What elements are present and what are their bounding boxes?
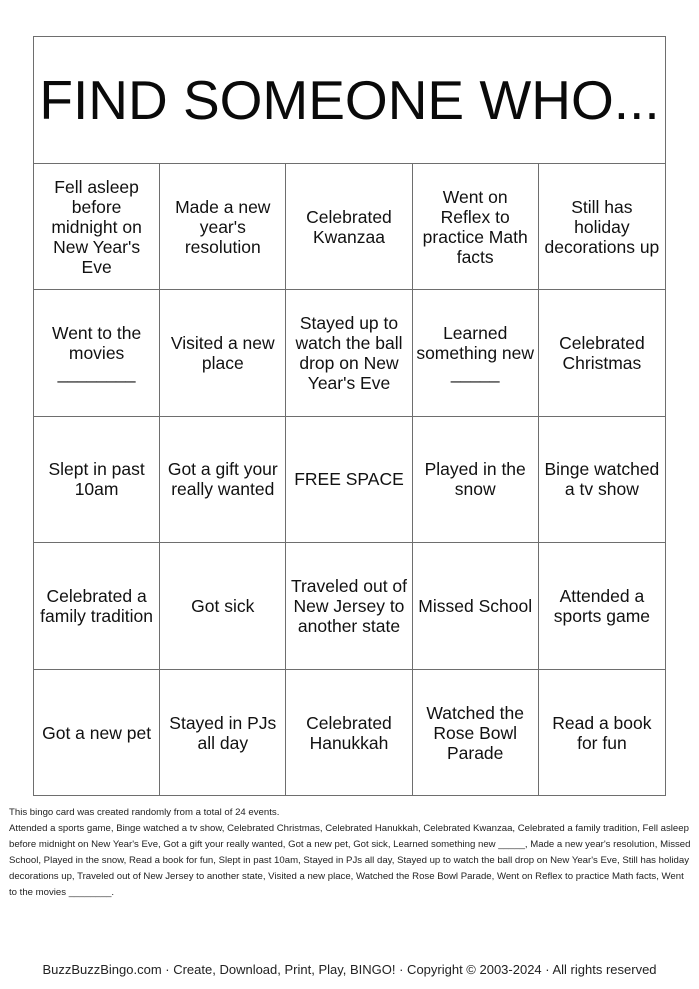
bingo-cell: Got a gift your really wanted xyxy=(160,417,286,543)
free-space-cell: FREE SPACE xyxy=(286,417,412,543)
bingo-cell: Learned something new _____ xyxy=(413,290,539,416)
bingo-cell: Missed School xyxy=(413,543,539,669)
bingo-cell: Fell asleep before midnight on New Year's Eve xyxy=(34,164,160,290)
bingo-cell: Got a new pet xyxy=(34,670,160,796)
events-list: Attended a sports game, Binge watched a tv show, Celebrated Christmas, Celebrated Hanukkah, Celebrated Kwanzaa, Celebrated a family tradition, Fell asleep before midnight on New Year's Eve, Got a gift your really wanted, Got a new pet, Got sick, Learned something new _____, Made a new year's resolution, Missed School, Played in the snow, Read a book for fun, Slept in past 10am, Stayed in PJs all day, Stayed up to watch the ball drop on New Year's Eve, Still has holiday decorations up, Traveled out of New Jersey to another state, Visited a new place, Watched the Rose Bowl Parade, Went on Reflex to practice Math facts, Went to the movies ________. xyxy=(9,823,691,898)
footer-copyright: BuzzBuzzBingo.com · Create, Download, Print, Play, BINGO! · Copyright © 2003-2024 · All rights reserved xyxy=(42,962,657,977)
card-title: FIND SOMEONE WHO... xyxy=(34,37,665,164)
bingo-cell: Stayed up to watch the ball drop on New Year's Eve xyxy=(286,290,412,416)
bingo-cell: Got sick xyxy=(160,543,286,669)
bingo-cell: Celebrated a family tradition xyxy=(34,543,160,669)
bingo-grid xyxy=(34,164,665,796)
card-info xyxy=(9,805,693,901)
info-summary: This bingo card was created randomly from a total of 24 events. xyxy=(9,807,280,818)
bingo-cell: Played in the snow xyxy=(413,417,539,543)
bingo-cell: Celebrated Hanukkah xyxy=(286,670,412,796)
bingo-cell: Celebrated Kwanzaa xyxy=(286,164,412,290)
bingo-cell: Made a new year's resolution xyxy=(160,164,286,290)
bingo-cell: Visited a new place xyxy=(160,290,286,416)
bingo-cell: Stayed in PJs all day xyxy=(160,670,286,796)
bingo-cell: Went on Reflex to practice Math facts xyxy=(413,164,539,290)
bingo-cell: Watched the Rose Bowl Parade xyxy=(413,670,539,796)
bingo-cell: Went to the movies ________ xyxy=(34,290,160,416)
bingo-card xyxy=(33,36,666,796)
bingo-cell: Slept in past 10am xyxy=(34,417,160,543)
bingo-cell: Celebrated Christmas xyxy=(539,290,665,416)
bingo-cell: Binge watched a tv show xyxy=(539,417,665,543)
bingo-cell: Read a book for fun xyxy=(552,712,652,753)
bingo-cell: Traveled out of New Jersey to another state xyxy=(286,543,412,669)
bingo-cell: Still has holiday decorations up xyxy=(539,164,665,290)
bingo-cell: Attended a sports game xyxy=(539,543,665,669)
